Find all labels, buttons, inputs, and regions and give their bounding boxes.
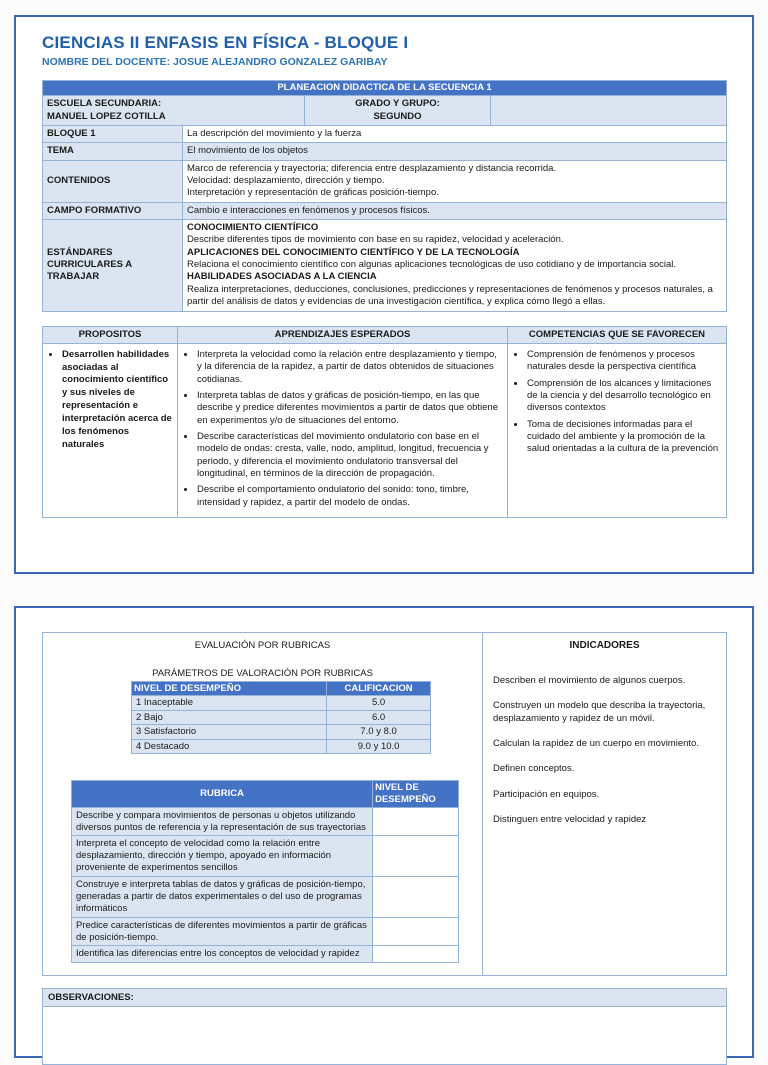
header-competencias: COMPETENCIAS QUE SE FAVORECEN xyxy=(508,326,727,343)
planning-row-label: ESTÁNDARES CURRICULARES A TRABAJAR xyxy=(43,220,183,311)
planning-title-row xyxy=(43,81,727,96)
header-aprendizajes: APRENDIZAJES ESPERADOS xyxy=(178,326,508,343)
indicators-column xyxy=(483,633,726,975)
level-score: 6.0 xyxy=(327,710,431,724)
planning-header-table xyxy=(42,80,727,126)
planning-row-content xyxy=(183,220,727,311)
bullet-item: • Interpreta tablas de datos y gráficas de posición-tiempo, en las que describe y predice diferentes movimientos a partir de datos que obtiene en experimentos y/o de situaciones del entorno. xyxy=(196,390,502,427)
grade-cell xyxy=(305,96,491,126)
planning-table-title: PLANEACION DIDACTICA DE LA SECUENCIA 1 xyxy=(43,81,727,96)
rubric-row xyxy=(72,836,459,877)
planning-row-content xyxy=(183,160,727,202)
evaluation-left-column xyxy=(43,633,483,975)
level-name: 1 Inaceptable xyxy=(132,696,327,710)
rubric-row xyxy=(72,917,459,946)
purpose-header-row xyxy=(43,326,727,343)
indicators-title: INDICADORES xyxy=(569,640,640,651)
purpose-body-row xyxy=(43,343,727,517)
bullet-item: • Describe el comportamiento ondulatorio del sonido: tono, timbre, intensidad y rapidez, a partir del modelo de ondas. xyxy=(196,484,502,509)
level-score: 9.0 y 10.0 xyxy=(327,739,431,753)
levels-header-row xyxy=(132,682,431,696)
indicator-item: Distinguen entre velocidad y rapidez xyxy=(493,814,647,826)
levels-header-nivel: NIVEL DE DESEMPEÑO xyxy=(132,682,327,696)
rubric-criterion: Describe y compara movimientos de personas u objetos utilizando diversos puntos de referencia y la representación de sus trayectorias xyxy=(72,807,373,836)
bullet-item: • Desarrollen habilidades asociadas al conocimiento científico y sus niveles de representación e interpretación acerca de los fenómenos naturales xyxy=(61,349,172,452)
rubric-score-cell xyxy=(373,836,459,877)
indicator-item: Construyen un modelo que describa la trayectoria, desplazamiento y rapidez de un móvil. xyxy=(493,700,706,724)
competencias-cell xyxy=(508,343,727,517)
rubric-score-cell xyxy=(373,877,459,918)
bullet-item: • Interpreta la velocidad como la relación entre desplazamiento y tiempo, y la diferencia de la rapidez, a partir de datos obtenidos de situaciones cotidianas. xyxy=(196,349,502,386)
content-line: Realiza interpretaciones, deducciones, conclusiones, predicciones y representaciones de fenómenos y procesos naturales, a partir del análisis de datos y evidencias de una investigación científica, y explica cómo llegó a ellas. xyxy=(187,283,713,308)
document-title: CIENCIAS II ENFASIS EN FÍSICA - BLOQUE I xyxy=(42,33,409,52)
planning-row xyxy=(43,160,727,202)
levels-header-calificacion: CALIFICACION xyxy=(327,682,431,696)
teacher-name-line: NOMBRE DEL DOCENTE: JOSUE ALEJANDRO GONZALEZ GARIBAY xyxy=(42,56,388,68)
indicator-item: Calculan la rapidez de un cuerpo en movimiento. xyxy=(493,738,699,750)
planning-row-label: CONTENIDOS xyxy=(43,160,183,202)
rubric-criterion: Predice características de diferentes movimientos a partir de gráficas de posición-tiempo. xyxy=(72,917,373,946)
planning-row-content xyxy=(183,143,727,160)
competencias-list xyxy=(526,349,721,456)
rubric-score-cell xyxy=(373,917,459,946)
rubric-score-cell xyxy=(373,946,459,963)
content-line: El movimiento de los objetos xyxy=(187,145,308,157)
evaluation-section xyxy=(42,632,727,976)
purpose-table xyxy=(42,326,727,518)
level-score: 7.0 y 8.0 xyxy=(327,725,431,739)
rubric-row xyxy=(72,877,459,918)
planning-row-content xyxy=(183,126,727,143)
indicator-item: Describen el movimiento de algunos cuerpos. xyxy=(493,675,686,686)
level-name: 4 Destacado xyxy=(132,739,327,753)
content-line: Describe diferentes tipos de movimiento con base en su rapidez, velocidad y aceleración. xyxy=(187,234,564,246)
school-value: MANUEL LOPEZ COTILLA xyxy=(47,110,166,122)
planning-row xyxy=(43,202,727,219)
indicator-item: Definen conceptos. xyxy=(493,763,575,775)
propositos-list xyxy=(61,349,172,452)
content-line: Cambio e interacciones en fenómenos y procesos físicos. xyxy=(187,204,430,216)
aprendizajes-cell xyxy=(178,343,508,517)
content-line: HABILIDADES ASOCIADAS A LA CIENCIA xyxy=(187,271,377,283)
params-title: PARÁMETROS DE VALORACIÓN POR RUBRICAS xyxy=(152,668,373,679)
level-row xyxy=(132,725,431,739)
content-line: APLICACIONES DEL CONOCIMIENTO CIENTÍFICO Y DE LA TECNOLOGÍA xyxy=(187,246,520,258)
planning-row xyxy=(43,220,727,311)
level-score: 5.0 xyxy=(327,696,431,710)
rubric-criterion: Identifica las diferencias entre los conceptos de velocidad y rapidez xyxy=(72,946,373,963)
propositos-cell xyxy=(43,343,178,517)
content-line: Relaciona el conocimiento científico con algunas aplicaciones tecnológicas de uso cotidiano y de importancia social. xyxy=(187,259,677,271)
bullet-item: • Comprensión de fenómenos y procesos naturales desde la perspectiva científica xyxy=(526,349,721,374)
grade-value: SEGUNDO xyxy=(373,110,422,122)
rubric-score-cell xyxy=(373,807,459,836)
rubric-row xyxy=(72,946,459,963)
bullet-item: • Toma de decisiones informadas para el cuidado del ambiente y la promoción de la salud orientadas a la cultura de la prevención xyxy=(526,419,721,456)
observations-label: OBSERVACIONES: xyxy=(42,988,727,1007)
bullet-item: • Describe características del movimiento ondulatorio con base en el modelo de ondas: cresta, valle, nodo, amplitud, longitud, frecuencia y periodo, y diferencia el movimiento ondulatorio transversal del longitudinal, en términos de la dirección de propagación. xyxy=(196,431,502,480)
content-line: CONOCIMIENTO CIENTÍFICO xyxy=(187,222,319,234)
content-line: Velocidad: desplazamiento, dirección y tiempo. xyxy=(187,175,385,187)
rubric-criterion: Construye e interpreta tablas de datos y gráficas de posición-tiempo, generadas a partir de datos experimentales o del uso de programas informáticos xyxy=(72,877,373,918)
page-2 xyxy=(14,606,754,1058)
content-line: Marco de referencia y trayectoria; diferencia entre desplazamiento y distancia recorrida. xyxy=(187,162,557,174)
rubric-criterion: Interpreta el concepto de velocidad como la relación entre desplazamiento, dirección y tiempo, apoyado en información proveniente de experimentos sencillos xyxy=(72,836,373,877)
rubric-header-rubrica: RUBRICA xyxy=(72,780,373,807)
rubric-header-row xyxy=(72,780,459,807)
level-row xyxy=(132,710,431,724)
planning-table xyxy=(42,125,727,311)
planning-row-label: TEMA xyxy=(43,143,183,160)
bullet-item: • Comprensión de los alcances y limitaciones de la ciencia y del desarrollo tecnológico en diversos contextos xyxy=(526,378,721,415)
level-name: 3 Satisfactorio xyxy=(132,725,327,739)
page-1 xyxy=(14,15,754,574)
school-label: ESCUELA SECUNDARIA: xyxy=(47,98,162,110)
indicator-item: Participación en equipos. xyxy=(493,788,600,800)
grade-label: GRADO Y GRUPO: xyxy=(355,98,440,110)
level-row xyxy=(132,696,431,710)
rubric-header-nivel: NIVEL DE DESEMPEÑO xyxy=(373,780,459,807)
content-line: La descripción del movimiento y la fuerza xyxy=(187,128,362,140)
empty-cell xyxy=(491,96,727,126)
header-propositos: PROPOSITOS xyxy=(43,326,178,343)
aprendizajes-list xyxy=(196,349,502,509)
content-line: Interpretación y representación de gráficas posición-tiempo. xyxy=(187,187,439,199)
level-row xyxy=(132,739,431,753)
evaluation-title: EVALUACIÓN POR RUBRICAS xyxy=(194,640,331,651)
rubric-table xyxy=(71,780,459,963)
planning-row xyxy=(43,126,727,143)
observations-box xyxy=(42,1007,727,1065)
planning-row-content xyxy=(183,202,727,219)
planning-row-label: BLOQUE 1 xyxy=(43,126,183,143)
rubric-row xyxy=(72,807,459,836)
planning-row xyxy=(43,143,727,160)
levels-table xyxy=(131,681,431,754)
school-grade-row xyxy=(43,96,727,126)
planning-row-label: CAMPO FORMATIVO xyxy=(43,202,183,219)
school-cell xyxy=(43,96,305,126)
level-name: 2 Bajo xyxy=(132,710,327,724)
indicators-list xyxy=(493,675,716,826)
